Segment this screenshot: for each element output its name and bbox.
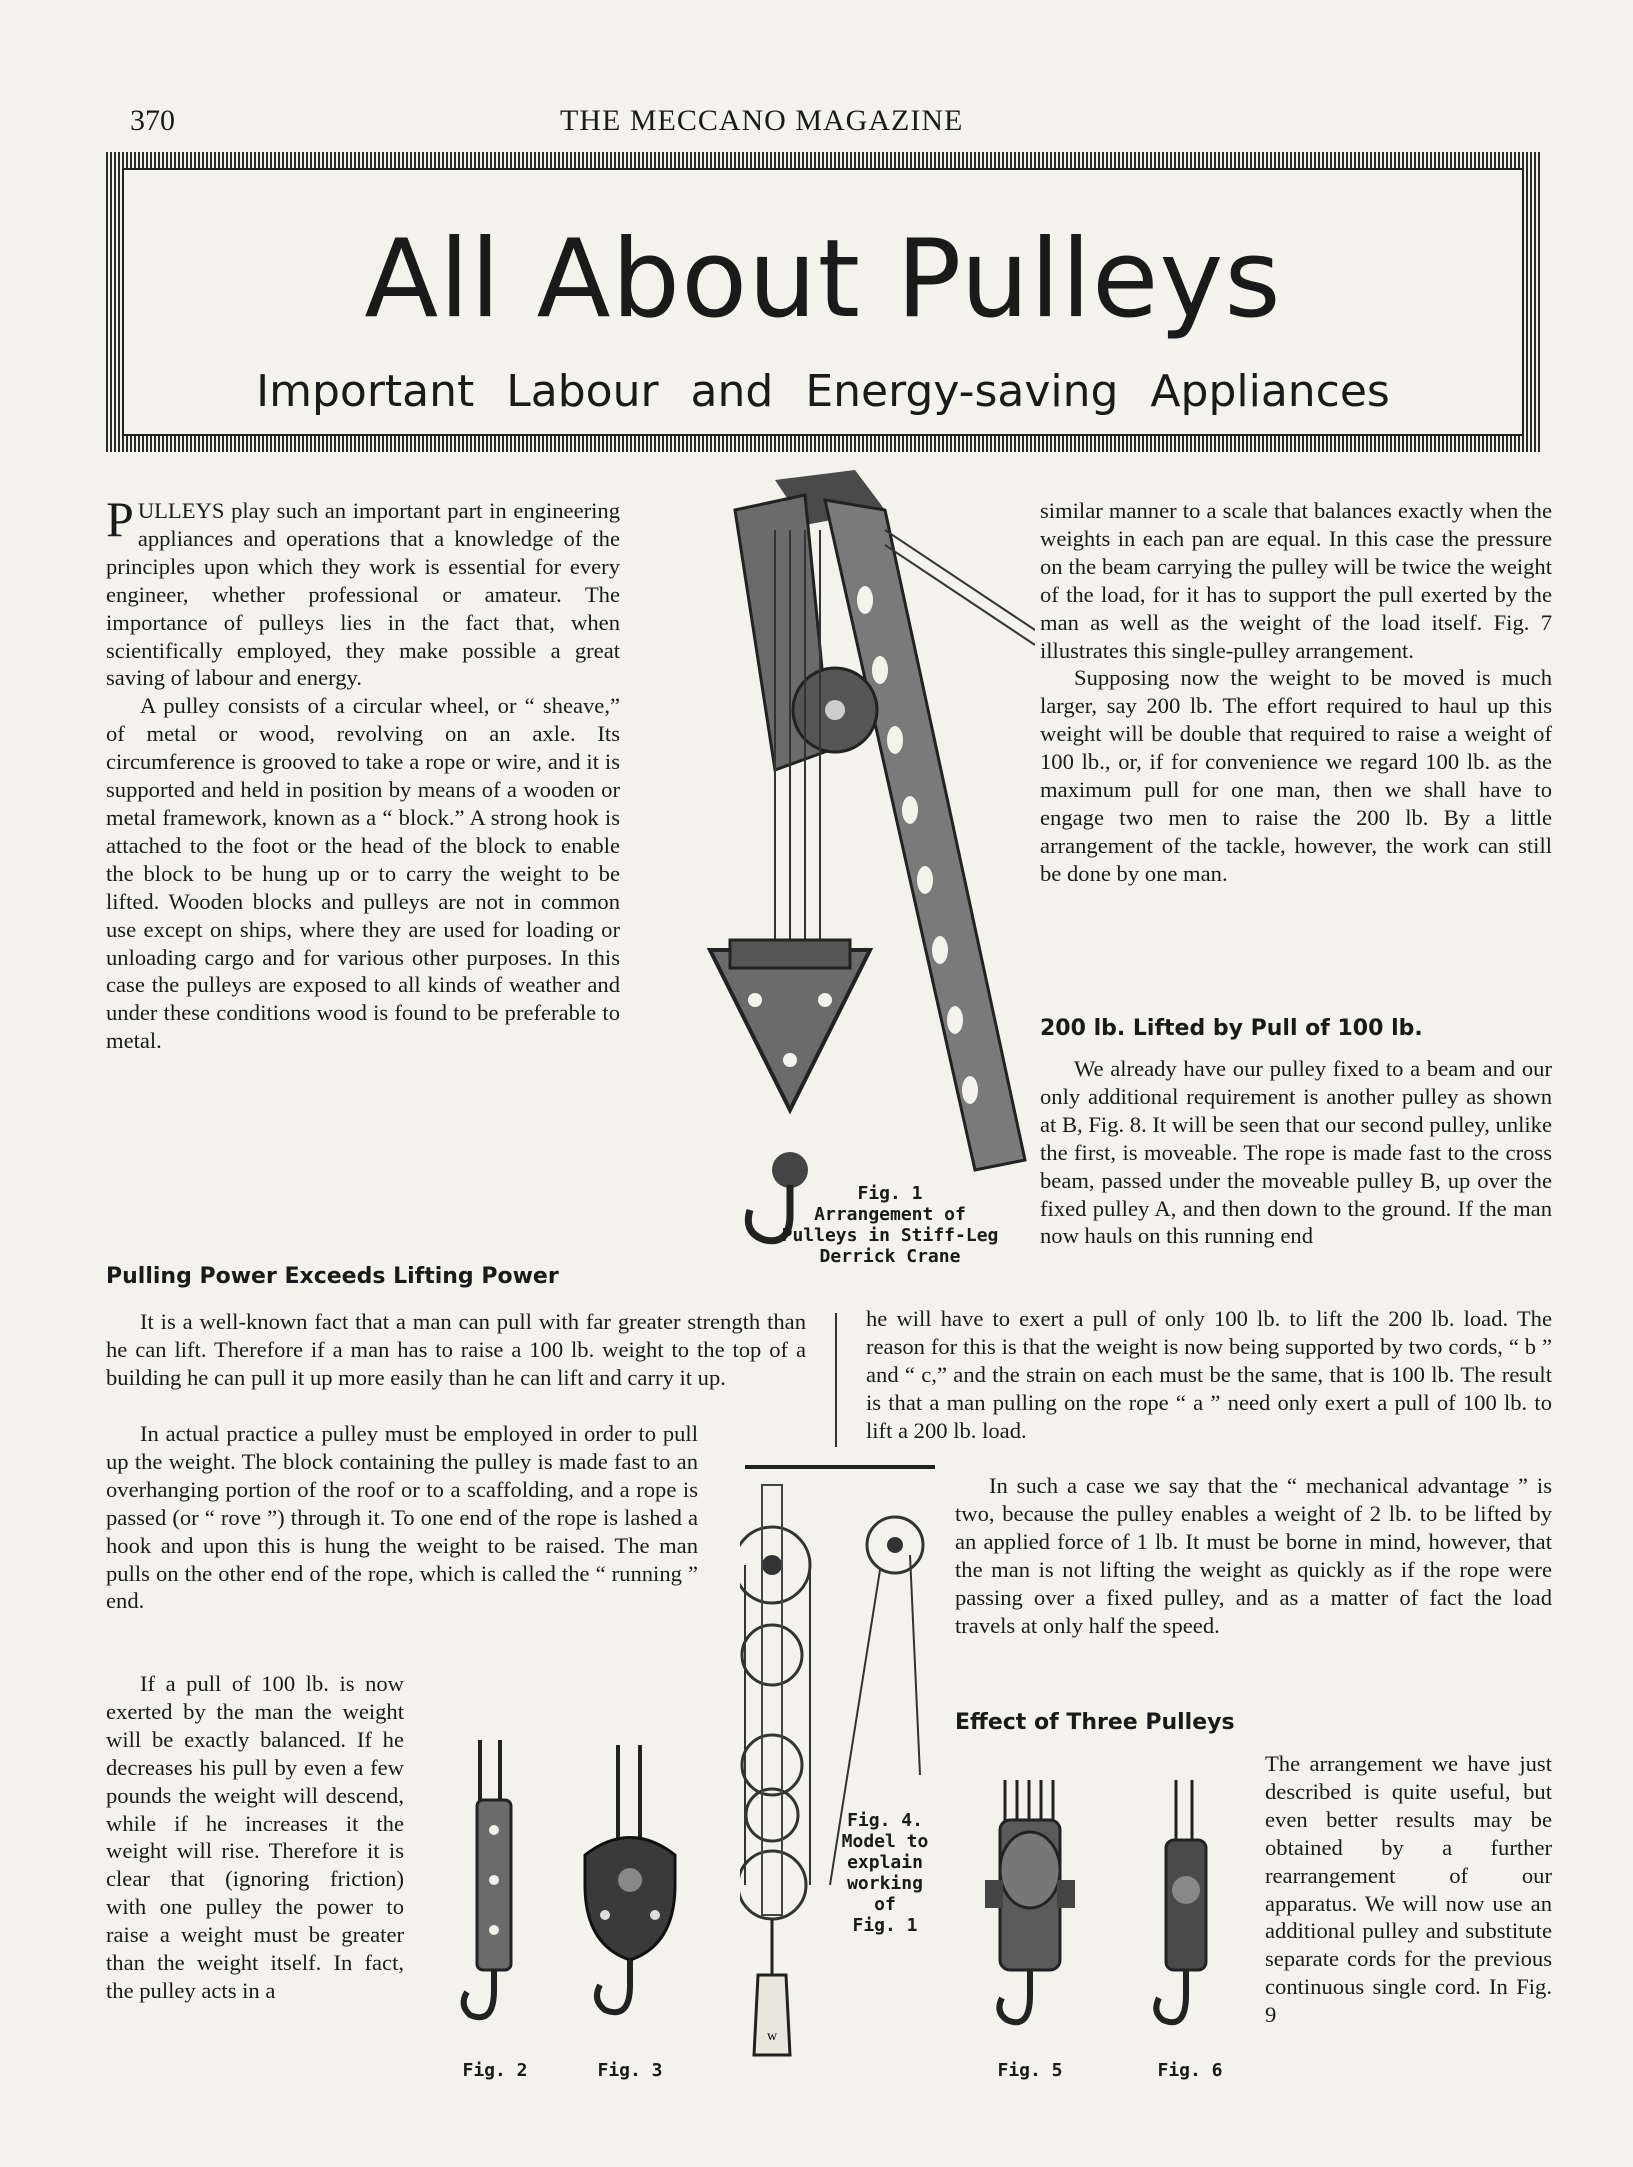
second-pulley-paragraph: We already have our pulley fixed to a beam and our only additional requirement is another pulley as shown at B, Fig. 8. It will be seen that our second pulley, unlike the first, is moveable. The rope is made fast to the cross beam, passed under the moveable pulley B, up over the fixed pulley A, and then down to the ground. If the man now hauls on this running end [1040,1056,1552,1249]
right-column [1040,497,1552,888]
fig5-triple-block [975,1780,1085,2045]
fig1-derrick-crane [625,470,1035,1260]
fig1-caption-line: Arrangement of [814,1204,966,1225]
three-pulleys-paragraph: The arrangement we have just described is quite useful, but even better results may be obtained by a further rearrangement of our apparatus. We will now use an additional pulley and substitute separate cords for the previous continuous single cord. In Fig. 9 [1265,1751,1552,2028]
magazine-title: THE MECCANO MAGAZINE [560,104,964,137]
banner-frame [122,168,1524,436]
section-heading-three: Effect of Three Pulleys [955,1710,1235,1735]
fig6-caption: Fig. 6 [1157,2060,1223,2081]
fig4-pulley-model [740,1455,940,2075]
practice-block-top [106,1420,806,1615]
practice-paragraph: In actual practice a pulley must be employed in order to pull up the weight. The block containing the pulley is made fast to an overhanging portion of the roof or to a scaffolding, and a rope is passed (or “ rove ”) through it. To one end of the rope is lashed a hook and upon this is hung the weight to be raised. The man pulls on the other end of the rope, which is called the “ running ” end. [106,1421,698,1614]
section-heading-200lb: 200 lb. Lifted by Pull of 100 lb. [1040,1016,1423,1041]
title-banner [106,152,1540,452]
fig1-caption-line: Pulleys in Stiff-Leg [781,1225,999,1246]
right-column-2 [1040,1055,1552,1250]
three-pulleys-block [1265,1750,1552,2029]
left-column [106,491,620,1055]
drop-cap: P [106,491,134,547]
advantage-block [955,1472,1552,1639]
scale-paragraph: similar manner to a scale that balances exactly when the weights in each pan are equal. In this case the pressure on the beam carrying the pulley will be twice the weight of the load, for it has to support the pull exerted by the man as well as the weight of the load itself. Fig. 7 illustrates this single-pulley arrangement. [1040,498,1552,663]
intro-paragraph [106,491,620,692]
fig1-caption-line: Derrick Crane [819,1246,961,1267]
fig3-triangle-block [570,1745,690,2035]
balance-paragraph: If a pull of 100 lb. is now exerted by the man the weight will be exactly balanced. If he decreases his pull by even a few pounds the weight will descend, while if he increases it the weight will rise. Therefore it is clear that (ignoring friction) with one pulley the power to raise a weight must be greater than the weight itself. In fact, the pulley acts in a [106,1671,404,2003]
weight-label: w [766,2029,778,2044]
fig4-caption [830,1810,940,1936]
fig5-caption: Fig. 5 [997,2060,1063,2081]
intro-text: ULLEYS play such an important part in engineering appliances and operations that a knowledge of the principles upon which they work is essential for every engineer, whether professional or amateur. The importance of pulleys lies in the fact that, when scientifically employed, they make possible a great saving of labour and energy. [106,498,620,691]
result-paragraph: he will have to exert a pull of only 100 lb. to lift the 200 lb. load. The reason for this is that the weight is now being supported by two cords, “ b ” and “ c,” and the strain on each must be the same, that is 100 lb. The result is that a man pulling on the rope “ a ” need only exert a pull of 100 lb. to lift a 200 lb. load. [866,1306,1552,1443]
fig1-label: Fig. 1 [857,1183,923,1204]
fig4-caption-line: Model to [841,1831,929,1852]
fig4-caption-line: Fig. 1 [852,1915,918,1936]
fig4-label: Fig. 4. [847,1810,923,1831]
pull-strength-paragraph: It is a well-known fact that a man can pull with far greater strength than he can lift. Therefore if a man has to raise a 100 lb. weight to the top of a building he can pull it up more easily than he can lift and carry it up. [106,1309,806,1390]
fig2-caption: Fig. 2 [462,2060,528,2081]
wide-left-block [106,1308,806,1392]
mechanical-advantage-paragraph: In such a case we say that the “ mechanical advantage ” is two, because the pulley enables a weight of 2 lb. to be lifted by an applied force of 1 lb. It must be borne in mind, however, that the man is not lifting the weight as quickly as if the rope were passing over a fixed pulley, and as a matter of fact the load travels at only half the speed. [955,1473,1552,1638]
fig4-caption-line: working [847,1873,923,1894]
article-subtitle: Important Labour and Energy-saving Appliances [256,366,1390,417]
fig4-caption-line: of [874,1894,896,1915]
fig2-single-block [455,1740,535,2030]
column-rule [835,1313,837,1447]
article-title: All About Pulleys [364,217,1282,342]
fig4-caption-line: explain [847,1852,923,1873]
derrick-crane-illustration [625,470,1035,1260]
fig6-block [1148,1780,1228,2045]
fig1-caption [780,1183,1000,1267]
mid-right-block [866,1305,1552,1445]
section-heading-pulling: Pulling Power Exceeds Lifting Power [106,1264,559,1289]
pulley-definition-paragraph: A pulley consists of a circular wheel, or “ sheave,” of metal or wood, revolving on an axle. Its circumference is grooved to take a rope or wire, and it is supported and held in position by means of a wooden or metal framework, known as a “ block.” A strong hook is attached to the foot or the head of the block to enable the block to be hung up or to carry the weight to be lifted. Wooden blocks and pulleys are not in common use except on ships, where they are used for loading or unloading cargo and for various other purposes. In this case the pulleys are exposed to all kinds of weather and under these conditions wood is found to be preferable to metal. [106,693,620,1054]
page-number: 370 [130,104,175,137]
supposing-paragraph: Supposing now the weight to be moved is much larger, say 200 lb. The effort required to haul up this weight will be double that required to raise a weight of 100 lb., or, if for convenience we regard 100 lb. as the maximum pull for one man, then we shall have to engage two men to raise the 200 lb. By a little arrangement of the tackle, however, the work can still be done by one man. [1040,665,1552,886]
fig3-caption: Fig. 3 [597,2060,663,2081]
